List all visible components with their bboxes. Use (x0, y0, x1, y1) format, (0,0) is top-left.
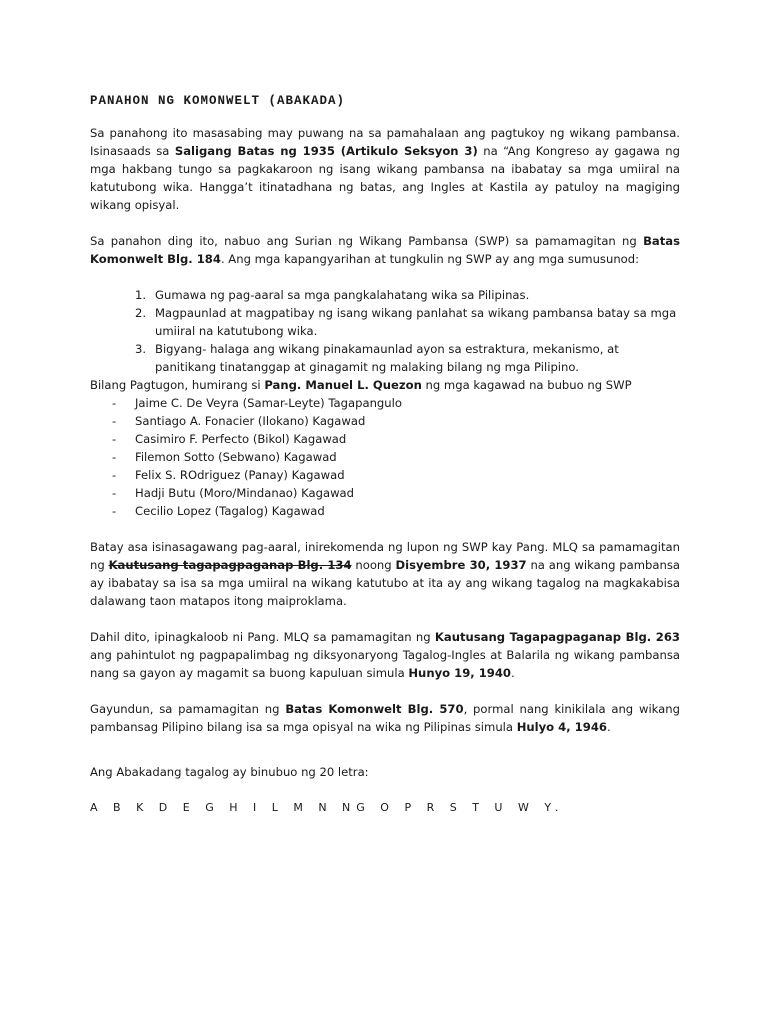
list-item (135, 304, 680, 340)
list-item-text: Filemon Sotto (Sebwano) Kagawad (135, 450, 337, 464)
list-item-text: Santiago A. Fonacier (Ilokano) Kagawad (135, 414, 366, 428)
paragraph-diksyonaryo (90, 628, 680, 682)
list-number: 1. (135, 288, 147, 302)
spacer (90, 610, 680, 628)
list-item (135, 340, 680, 376)
list-item (90, 394, 680, 412)
list-item-text: Gumawa ng pag-aaral sa mga pangkalahatang wika sa Pilipinas. (155, 288, 530, 302)
text-run: Sa panahon ding ito, nabuo ang Surian ng Wikang Pambansa (SWP) sa pamamagitan ng (90, 234, 644, 248)
document-title: PANAHON NG KOMONWELT (ABAKADA) (90, 94, 346, 108)
list-item-text: Casimiro F. Perfecto (Bikol) Kagawad (135, 432, 347, 446)
list-item (90, 484, 680, 502)
document-page (90, 92, 680, 817)
list-item (90, 430, 680, 448)
spacer (90, 214, 680, 232)
list-item-text: Jaime C. De Veyra (Samar-Leyte) Tagapangulo (135, 396, 402, 410)
list-item-text: Bigyang- halaga ang wikang pinakamaunlad ayon sa estraktura, mekanismo, at panitikang tinatanggap at ginagamit ng malaking bilang ng mga Pilipino. (155, 342, 619, 374)
bold-run: Kautusang Tagapagpaganap Blg. 263 (434, 630, 680, 644)
list-item (90, 502, 680, 520)
spacer (90, 736, 680, 763)
spacer (90, 520, 680, 538)
text-run: na ang wikang pambansa ay ibabatay sa isa sa mga umiiral na wikang katutubo at ita ay ang wikang tagalog na magkakabisa dalawang taon matapos itong maiproklama. (90, 558, 680, 608)
paragraph-batas-570 (90, 700, 680, 736)
list-number: 3. (135, 342, 147, 356)
text-run: na “Ang Kongreso ay gagawa ng mga hakbang tungo sa pagkakaroon ng isang wikang pambansa na ibabatay sa mga umiiral na katutubong wika. Hangga’t itinatadhana ng batas, ang Ingles at Kastila ay patuloy na magiging wikang opisyal. (90, 144, 680, 212)
text-run: Sa panahong ito masasabing may puwang na sa pamahalaan ang pagtukoy ng wikang pambansa. Isinasaads sa (90, 126, 680, 158)
text-run: Gayundun, sa pamamagitan ng (90, 702, 286, 716)
list-item (90, 448, 680, 466)
list-dash: - (112, 450, 117, 464)
abakada-letters: A B K D E G H I L M N NG O P R S T U W Y. (90, 801, 565, 814)
list-item (135, 286, 680, 304)
bold-run: Pang. Manuel L. Quezon (264, 378, 422, 392)
spacer (90, 682, 680, 700)
text-run: , pormal nang kinikilala ang wikang pambansag Pilipino bilang isa sa mga opisyal na wika ng Pilipinas simula (90, 702, 680, 734)
bold-run: Disyembre 30, 1937 (395, 558, 527, 572)
paragraph-surian (90, 232, 680, 268)
list-item-text: Hadji Butu (Moro/Mindanao) Kagawad (135, 486, 355, 500)
bold-run: Saligang Batas ng 1935 (Artikulo Seksyon 3) (174, 144, 478, 158)
spacer (90, 268, 680, 286)
list-dash: - (112, 468, 117, 482)
duties-list (90, 286, 680, 376)
text-run: Bilang Pagtugon, humirang si (90, 378, 265, 392)
list-item (90, 466, 680, 484)
bold-run: Hulyo 4, 1946 (516, 720, 607, 734)
text-run: . (510, 666, 515, 680)
list-item (90, 412, 680, 430)
text-run: Batay asa isinasagawang pag-aaral, inirekomenda ng lupon ng SWP kay Pang. MLQ sa pamamagitan ng (90, 540, 680, 572)
text-run: . (606, 720, 611, 734)
bold-run: Batas Komonwelt Blg. 570 (285, 702, 464, 716)
list-dash: - (112, 414, 117, 428)
spacer (90, 781, 680, 799)
paragraph-saligang-batas (90, 124, 680, 214)
list-dash: - (112, 504, 117, 518)
list-item-text: Magpaunlad at magpatibay ng isang wikang panlahat sa wikang pambansa batay sa mga umiiral na katutubong wika. (155, 306, 677, 338)
bold-run: Kautusang tagapagpaganap Blg. 134 (108, 558, 352, 572)
list-dash: - (112, 486, 117, 500)
text-run: ng mga kagawad na bubuo ng SWP (421, 378, 632, 392)
list-number: 2. (135, 306, 147, 320)
text-run: noong (351, 558, 396, 572)
paragraph-pagtugon (90, 376, 680, 394)
list-item-text: Felix S. ROdriguez (Panay) Kagawad (135, 468, 345, 482)
bold-run: Batas Komonwelt Blg. 184 (90, 234, 680, 266)
list-item-text: Cecilio Lopez (Tagalog) Kagawad (135, 504, 325, 518)
paragraph-abakada: Ang Abakadang tagalog ay binubuo ng 20 letra: (90, 765, 369, 779)
text-run: Dahil dito, ipinagkaloob ni Pang. MLQ sa pamamagitan ng (90, 630, 435, 644)
members-list (90, 394, 680, 520)
list-dash: - (112, 396, 117, 410)
bold-run: Hunyo 19, 1940 (408, 666, 511, 680)
paragraph-rekomendasyon (90, 538, 680, 610)
text-run: ang pahintulot ng pagpapalimbag ng diksyonaryong Tagalog-Ingles at Balarila ng wikang pambansa nang sa gayon ay magamit sa buong kapuluan simula (90, 648, 680, 680)
text-run: . Ang mga kapangyarihan at tungkulin ng SWP ay ang mga sumusunod: (220, 252, 640, 266)
list-dash: - (112, 432, 117, 446)
